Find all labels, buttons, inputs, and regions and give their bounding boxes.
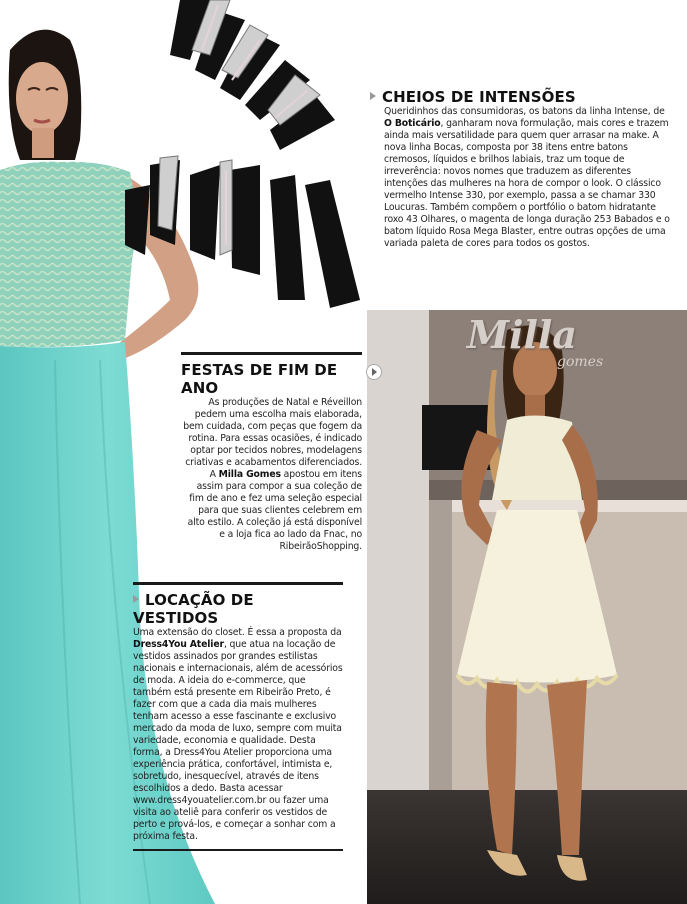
divider — [133, 582, 343, 585]
arrow-icon — [133, 595, 139, 603]
article-title-text: CHEIOS DE INTENSÕES — [382, 88, 576, 106]
article-cheios-de-intensoes — [384, 88, 674, 250]
store-photo-illustration — [367, 310, 687, 904]
brand-name: O Boticário — [384, 118, 441, 129]
brand-name: Milla Gomes — [218, 469, 281, 480]
next-arrow-icon — [366, 364, 382, 380]
body-text: , que atua na locação de vestidos assinados por grandes estilistas nacionais e internacionais, além de acessórios de moda. A ideia do e-commerce, que também está presente em Ribeirão Preto, é fazer com que a cada dia mais mulheres tenham acesso a esse fascinante e exclusivo mercado da moda de luxo, sempre com muita variedade, economia e qualidade. Desta forma, a Dress4You Atelier proporciona uma experiência prática, confortável, intimista e, sobretudo, inesquecível, através de itens escolhidos a dedo. Basta acessar www.dress4youatelier.com.br ou fazer uma visita ao ateliê para conferir os vestidos de perto e prová-los, e começar a sonhar com a próxima festa. — [133, 639, 343, 842]
article-title — [370, 88, 674, 106]
divider — [181, 352, 362, 355]
article-locacao-de-vestidos — [133, 582, 343, 851]
article-body — [384, 106, 674, 250]
brand-name: Dress4You Atelier — [133, 639, 224, 650]
body-text: , ganharam nova formulação, mais cores e trazem ainda mais versatilidade para quem quer arrasar na make. A nova linha Bocas, composta por 38 itens entre batons cremosos, líquidos e brilhos labiais, traz um toque de irreverência: novos nomes que traduzem as diferentes intenções das mulheres na hora de compor o look. O clássico vermelho Intense 330, por exemplo, passa a se chamar 330 Loucuras. Também compõem o portfólio o batom hidratante roxo 43 Olhares, o magenta de longa duração 253 Babados e o batom líquido Rosa Mega Blaster, entre outras opções de uma variada paleta de cores para todos os gostos. — [384, 118, 670, 249]
article-festas-de-fim-de-ano — [181, 352, 362, 553]
article-body — [181, 397, 362, 553]
body-text: As produções de Natal e Réveillon pedem uma escolha mais elaborada, bem cuidada, com peças que fogem da rotina. Para essas ocasiões, é indicado optar por tecidos nobres, modelagens criativas e acabamentos diferenciados. A — [183, 397, 362, 480]
store-sign-logo: Milla — [467, 312, 577, 357]
store-photo — [367, 310, 687, 904]
divider — [133, 849, 343, 851]
arrow-icon — [370, 92, 376, 100]
body-text: Queridinhos das consumidoras, os batons da linha Intense, de — [384, 106, 665, 117]
article-title-text: LOCAÇÃO DE VESTIDOS — [133, 591, 254, 627]
store-sign-sub: gomes — [557, 354, 604, 370]
article-title — [133, 591, 343, 627]
article-title: FESTAS DE FIM DE ANO — [181, 361, 338, 397]
article-body — [133, 627, 343, 843]
lipstick-fan-illustration — [120, 0, 385, 330]
body-text: apostou em itens assim para compor a sua coleção de fim de ano e fez uma seleção especial para que suas clientes celebrem em alto estilo. A coleção já está disponível e a loja fica ao lado da Fnac, no RibeirãoShopping. — [187, 469, 362, 552]
body-text: Uma extensão do closet. É essa a proposta da — [133, 627, 342, 638]
